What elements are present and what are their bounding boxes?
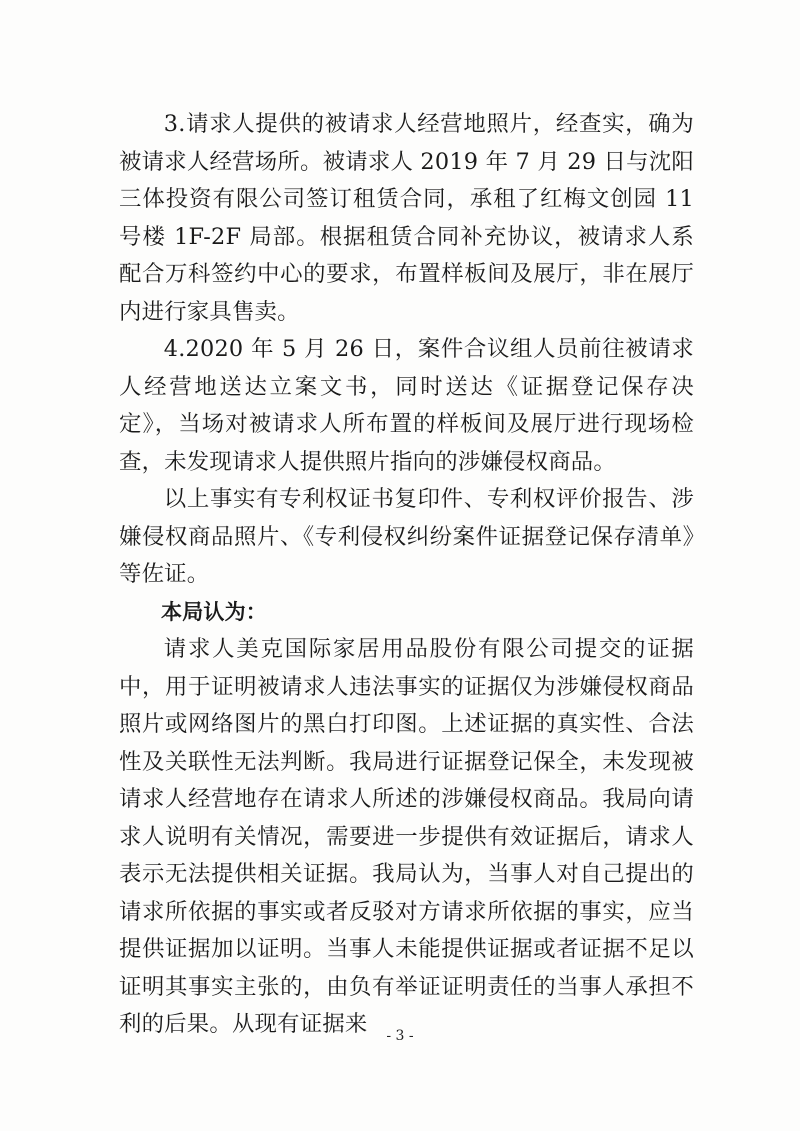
document-body: [119, 106, 694, 1044]
paragraph-evidence-summary: 以上事实有专利权证书复印件、专利权评价报告、涉嫌侵权商品照片、《专利侵权纠纷案件证据登记保存清单》等佐证。: [119, 486, 694, 587]
paragraph-fact-4: 4.2020 年 5 月 26 日，案件合议组人员前往被请求人经营地送达立案文书，同时送达《证据登记保存决定》，当场对被请求人所布置的样板间及展厅进行现场检查，未发现请求人提供照片指向的涉嫌侵权商品。: [119, 336, 694, 475]
page-number: - 3 -: [386, 1028, 414, 1044]
section-heading: 本局认为：: [161, 599, 267, 624]
paragraph-fact-3: 3.请求人提供的被请求人经营地照片，经查实，确为被请求人经营场所。被请求人 2019 年 7 月 29 日与沈阳三体投资有限公司签订租赁合同，承租了红梅文创园 11 号楼 1F-2F 局部。根据租赁合同补充协议，被请求人系配合万科签约中心的要求，布置样板间及展厅，非在展厅内进行家具售卖。: [119, 111, 694, 325]
paragraph-bureau-opinion: 请求人美克国际家居用品股份有限公司提交的证据中，用于证明被请求人违法事实的证据仅为涉嫌侵权商品照片或网络图片的黑白打印图。上述证据的真实性、合法性及关联性无法判断。我局进行证据登记保全，未发现被请求人经营地存在请求人所述的涉嫌侵权商品。我局向请求人说明有关情况，需要进一步提供有效证据后，请求人表示无法提供相关证据。我局认为，当事人对自己提出的请求所依据的事实或者反驳对方请求所依据的事实，应当提供证据加以证明。当事人未能提供证据或者证据不足以证明其事实主张的，由负有举证证明责任的当事人承担不利的后果。从现有证据来: [119, 636, 694, 1037]
